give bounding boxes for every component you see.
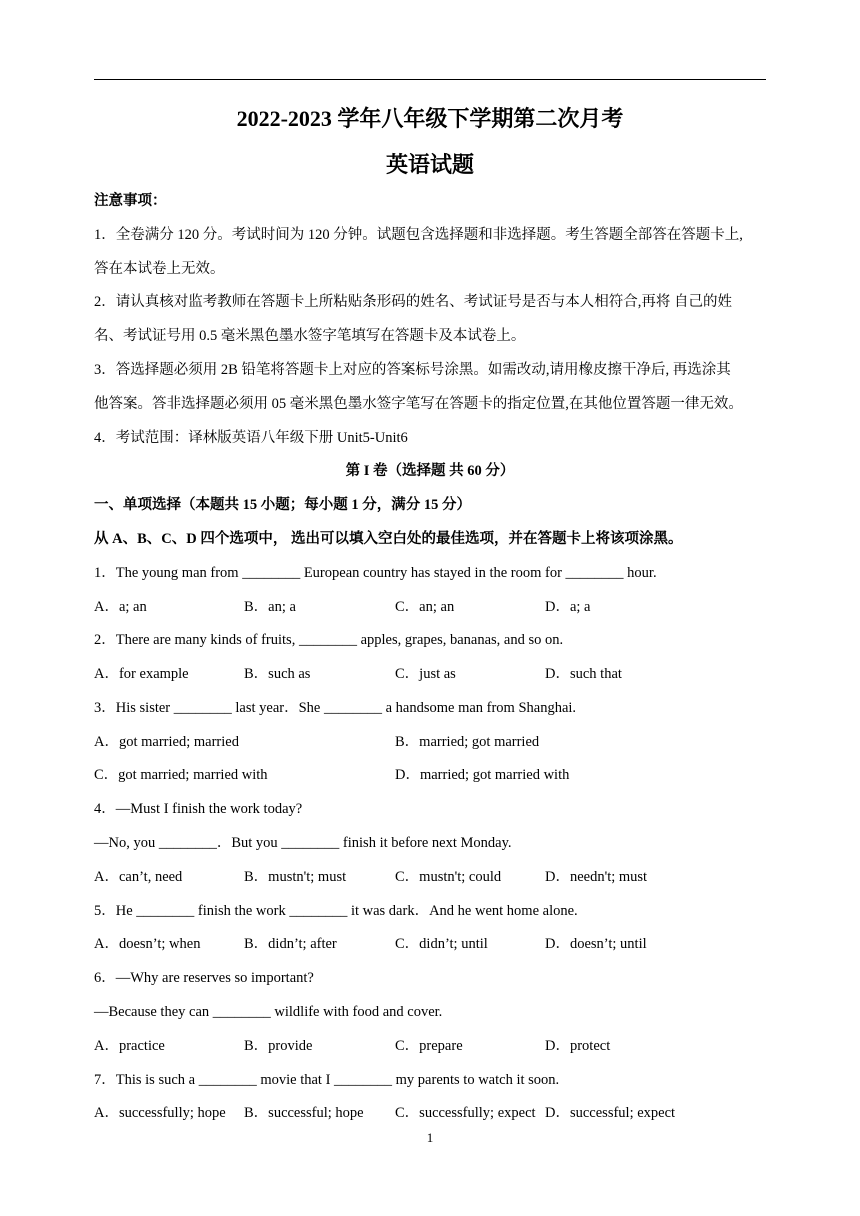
q6-option-d: D．protect bbox=[545, 1038, 611, 1054]
q2-option-a: A．for example bbox=[94, 666, 189, 682]
q2-option-d: D．such that bbox=[545, 666, 622, 682]
note-3-line-1: 3．答选择题必须用 2B 铅笔将答题卡上对应的答案标号涂黑。如需改动,请用橡皮擦干净后, 再选涂其 bbox=[94, 362, 731, 378]
q7-option-a: A．successfully; hope bbox=[94, 1105, 226, 1121]
q1-option-a: A．a; an bbox=[94, 599, 147, 615]
question-7-stem: 7．This is such a ________ movie that I ________ my parents to watch it soon. bbox=[94, 1072, 560, 1088]
exam-title: 2022-2023 学年八年级下学期第二次月考 bbox=[236, 106, 624, 131]
q7-option-c: C．successfully; expect bbox=[395, 1105, 536, 1121]
q2-option-c: C．just as bbox=[395, 666, 456, 682]
q4-option-d: D．needn't; must bbox=[545, 869, 648, 885]
q4-option-a: A．can’t, need bbox=[94, 869, 183, 885]
question-6-stem-line-2: —Because they can ________ wildlife with food and cover. bbox=[94, 1004, 443, 1020]
part-title: 第 I 卷（选择题 共 60 分） bbox=[345, 463, 515, 479]
q3-option-b: B．married; got married bbox=[395, 734, 540, 750]
q5-option-d: D．doesn’t; until bbox=[545, 936, 647, 952]
q6-option-c: C．prepare bbox=[395, 1038, 463, 1054]
q5-option-a: A．doesn’t; when bbox=[94, 936, 201, 952]
q3-option-c: C．got married; married with bbox=[94, 767, 268, 783]
note-2-line-1: 2．请认真核对监考教师在答题卡上所粘贴条形码的姓名、考试证号是否与本人相符合,再将 自己的姓 bbox=[94, 294, 732, 310]
q3-option-d: D．married; got married with bbox=[395, 767, 570, 783]
q1-option-d: D．a; a bbox=[545, 599, 591, 615]
section-instruction: 从 A、B、C、D 四个选项中， 选出可以填入空白处的最佳选项，并在答题卡上将该项涂黑。 bbox=[94, 531, 683, 547]
q4-option-b: B．mustn't; must bbox=[244, 869, 347, 885]
note-1-line-2: 答在本试卷上无效。 bbox=[94, 261, 225, 277]
q1-option-c: C．an; an bbox=[395, 599, 455, 615]
q5-option-c: C．didn’t; until bbox=[395, 936, 488, 952]
exam-subtitle: 英语试题 bbox=[385, 152, 474, 177]
header-rule bbox=[94, 79, 766, 80]
note-1-line-1: 1．全卷满分 120 分。考试时间为 120 分钟。试题包含选择题和非选择题。考生答题全部答在答题卡上, bbox=[94, 227, 743, 243]
question-6-stem-line-1: 6．—Why are reserves so important? bbox=[94, 970, 314, 986]
note-3-line-2: 他答案。答非选择题必须用 05 毫米黑色墨水签字笔写在答题卡的指定位置,在其他位置答题一律无效。 bbox=[94, 396, 743, 412]
section-heading: 一、单项选择（本题共 15 小题；每小题 1 分，满分 15 分） bbox=[94, 497, 471, 513]
q6-option-a: A．practice bbox=[94, 1038, 165, 1054]
q7-option-b: B．successful; hope bbox=[244, 1105, 364, 1121]
question-4-stem-line-1: 4．—Must I finish the work today? bbox=[94, 801, 303, 817]
q7-option-d: D．successful; expect bbox=[545, 1105, 676, 1121]
q4-option-c: C．mustn't; could bbox=[395, 869, 502, 885]
q3-option-a: A．got married; married bbox=[94, 734, 239, 750]
q5-option-b: B．didn’t; after bbox=[244, 936, 337, 952]
q6-option-b: B．provide bbox=[244, 1038, 313, 1054]
question-2-stem: 2．There are many kinds of fruits, ________ apples, grapes, bananas, and so on. bbox=[94, 632, 564, 648]
q1-option-b: B．an; a bbox=[244, 599, 296, 615]
question-3-stem: 3．His sister ________ last year．She ________ a handsome man from Shanghai. bbox=[94, 700, 577, 716]
question-5-stem: 5．He ________ finish the work ________ it was dark．And he went home alone. bbox=[94, 903, 578, 919]
note-2-line-2: 名、考试证号用 0.5 毫米黑色墨水签字笔填写在答题卡及本试卷上。 bbox=[94, 328, 526, 344]
notes-heading: 注意事项： bbox=[94, 193, 167, 209]
question-1-stem: 1．The young man from ________ European country has stayed in the room for ________ hour. bbox=[94, 565, 657, 581]
page-number: 1 bbox=[426, 1130, 434, 1145]
note-4: 4．考试范围：译林版英语八年级下册 Unit5-Unit6 bbox=[94, 430, 408, 446]
question-4-stem-line-2: —No, you ________．But you ________ finish it before next Monday. bbox=[94, 835, 512, 851]
q2-option-b: B．such as bbox=[244, 666, 311, 682]
